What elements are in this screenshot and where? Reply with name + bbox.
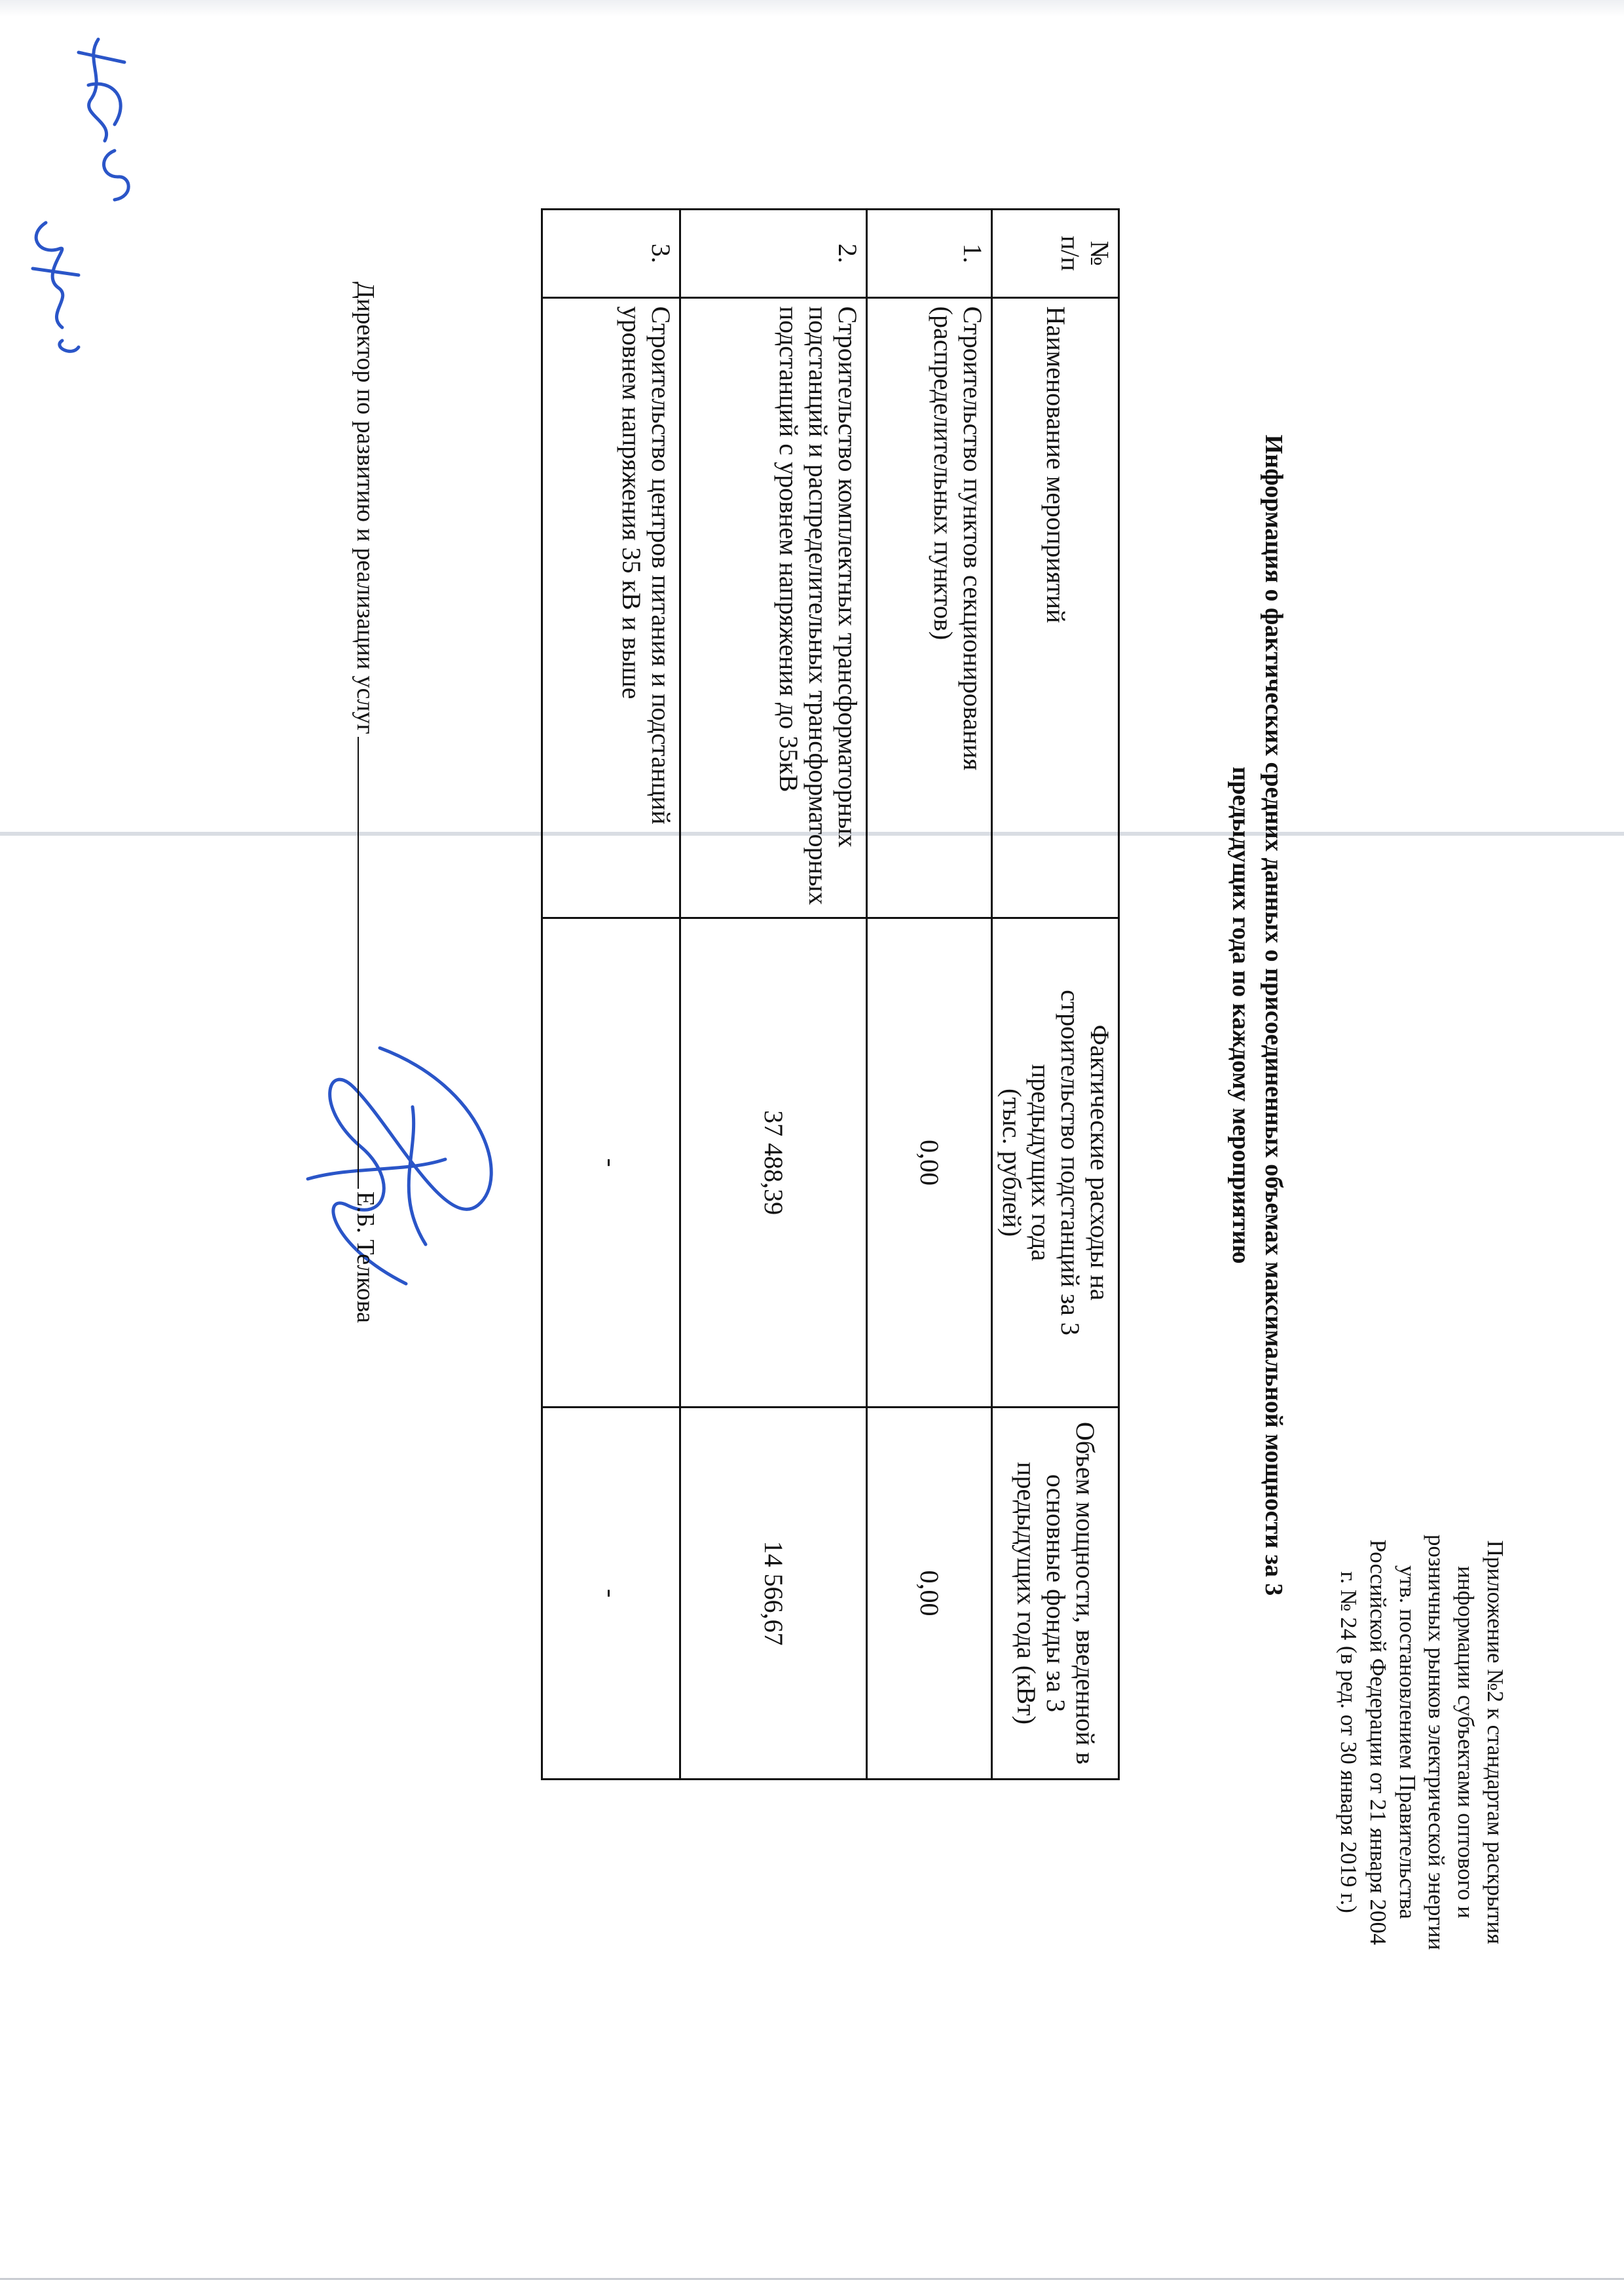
appendix-line: Приложение №2 к стандартам раскрытия bbox=[1483, 1540, 1508, 1945]
title-line: предыдущих года по каждому мероприятию bbox=[1227, 766, 1255, 1264]
table-row bbox=[542, 210, 680, 1780]
row-cost: 0,00 bbox=[866, 918, 991, 1408]
header-cost-line: строительство подстанций за 3 bbox=[1056, 990, 1086, 1335]
header-power: Объем мощности, введенной в основные фонды за 3 предыдущих года (кВт) bbox=[991, 1407, 1118, 1779]
row-name: Строительство пунктов секционирования (распределительных пунктов) bbox=[866, 297, 991, 918]
header-cost-line: Фактические расходы на bbox=[1085, 1024, 1115, 1301]
row-cost: - bbox=[542, 918, 680, 1408]
table-row bbox=[680, 210, 866, 1780]
title-line: Информация о фактических средних данных о присоединенных объемах максимальной мощности за 3 bbox=[1260, 434, 1287, 1596]
signature-scribble-icon bbox=[288, 1009, 524, 1323]
document-title bbox=[1225, 262, 1290, 1768]
row-number: 1. bbox=[866, 210, 991, 298]
signatory-position: Директор по развитию и реализации услуг bbox=[352, 282, 379, 734]
header-number-abbr: п/п bbox=[1056, 235, 1086, 271]
header-name: Наименование мероприятий bbox=[991, 297, 1118, 918]
appendix-line: информации субъектами оптового и bbox=[1453, 1566, 1479, 1918]
row-power: 14 566,67 bbox=[680, 1407, 866, 1779]
header-number-sign: № bbox=[1085, 240, 1115, 266]
header-cost-line: предыдущих года bbox=[1026, 1064, 1056, 1261]
appendix-line: г. № 24 (в ред. от 30 января 2019 г.) bbox=[1336, 1571, 1362, 1913]
signatory-name: Е.Б. Телкова bbox=[352, 1191, 379, 1323]
appendix-line: Российской Федерации от 21 января 2004 bbox=[1365, 1539, 1391, 1945]
row-power: - bbox=[542, 1407, 680, 1779]
row-power: 0,00 bbox=[866, 1407, 991, 1779]
appendix-line: розничных рынков электрической энергии bbox=[1424, 1534, 1450, 1950]
appendix-line: утв. постановлением Правительства bbox=[1394, 1565, 1420, 1920]
measures-table bbox=[541, 208, 1120, 1780]
header-number bbox=[991, 210, 1118, 298]
table-header-row bbox=[991, 210, 1118, 1780]
row-name: Строительство центров питания и подстанций уровнем напряжения 35 кВ и выше bbox=[542, 297, 680, 918]
row-number: 3. bbox=[542, 210, 680, 298]
table-row bbox=[866, 210, 991, 1780]
signature-blank bbox=[358, 737, 378, 1189]
header-cost-line: (тыс. рублей) bbox=[997, 1088, 1027, 1237]
row-number: 2. bbox=[680, 210, 866, 298]
row-cost: 37 488,39 bbox=[680, 918, 866, 1408]
header-cost bbox=[991, 918, 1118, 1408]
appendix-note bbox=[1333, 1415, 1509, 2070]
row-name: Строительство комплектных трансформаторных подстанций и распределительных трансформаторных подстанций с уровнем напряжения до 35кВ bbox=[680, 297, 866, 918]
signature-line bbox=[351, 282, 380, 1461]
